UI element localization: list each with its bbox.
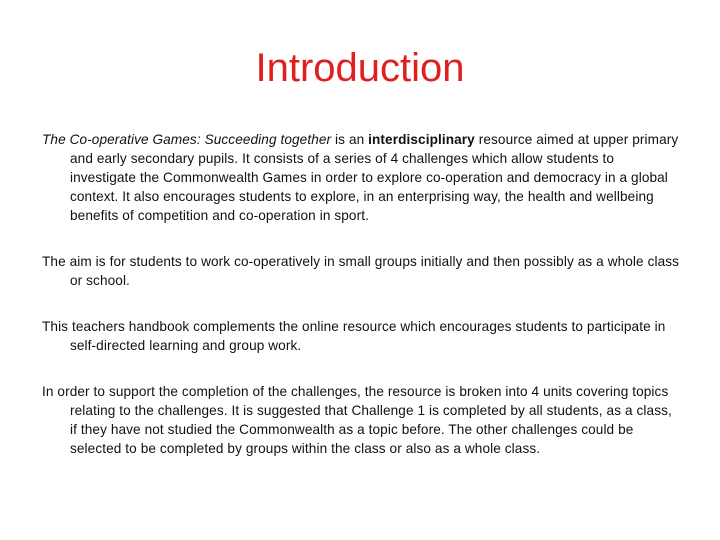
handbook-paragraph: This teachers handbook complements the online resource which encourages students to participate in self-directed learning and group work. <box>42 319 666 353</box>
resource-title: The Co-operative Games: Succeeding together <box>42 132 332 147</box>
intro-bold-term: interdisciplinary <box>368 132 475 147</box>
intro-paragraph <box>42 130 682 225</box>
intro-text-a: is an <box>331 132 369 147</box>
aim-paragraph: The aim is for students to work co-operatively in small groups initially and then possibly as a whole class or school. <box>42 254 680 288</box>
slide-title: Introduction <box>255 46 465 90</box>
support-paragraph: In order to support the completion of the challenges, the resource is broken into 4 units covering topics relating to the challenges. It is suggested that Challenge 1 is completed by all students, as a class, if they have not studied the Commonwealth as a topic before. The other challenges could be selected to be completed by groups within the class or also as a whole class. <box>42 384 672 456</box>
intro-text-b: resource aimed at upper primary and early secondary pupils. It consists of a series of 4 challenges which allow students to investigate the Commonwealth Games in order to explore co-operation and democracy in a global context. It also encourages students to explore, in an enterprising way, the health and wellbeing benefits of competition and co-operation in sport. <box>70 132 679 223</box>
slide-body <box>42 130 682 485</box>
